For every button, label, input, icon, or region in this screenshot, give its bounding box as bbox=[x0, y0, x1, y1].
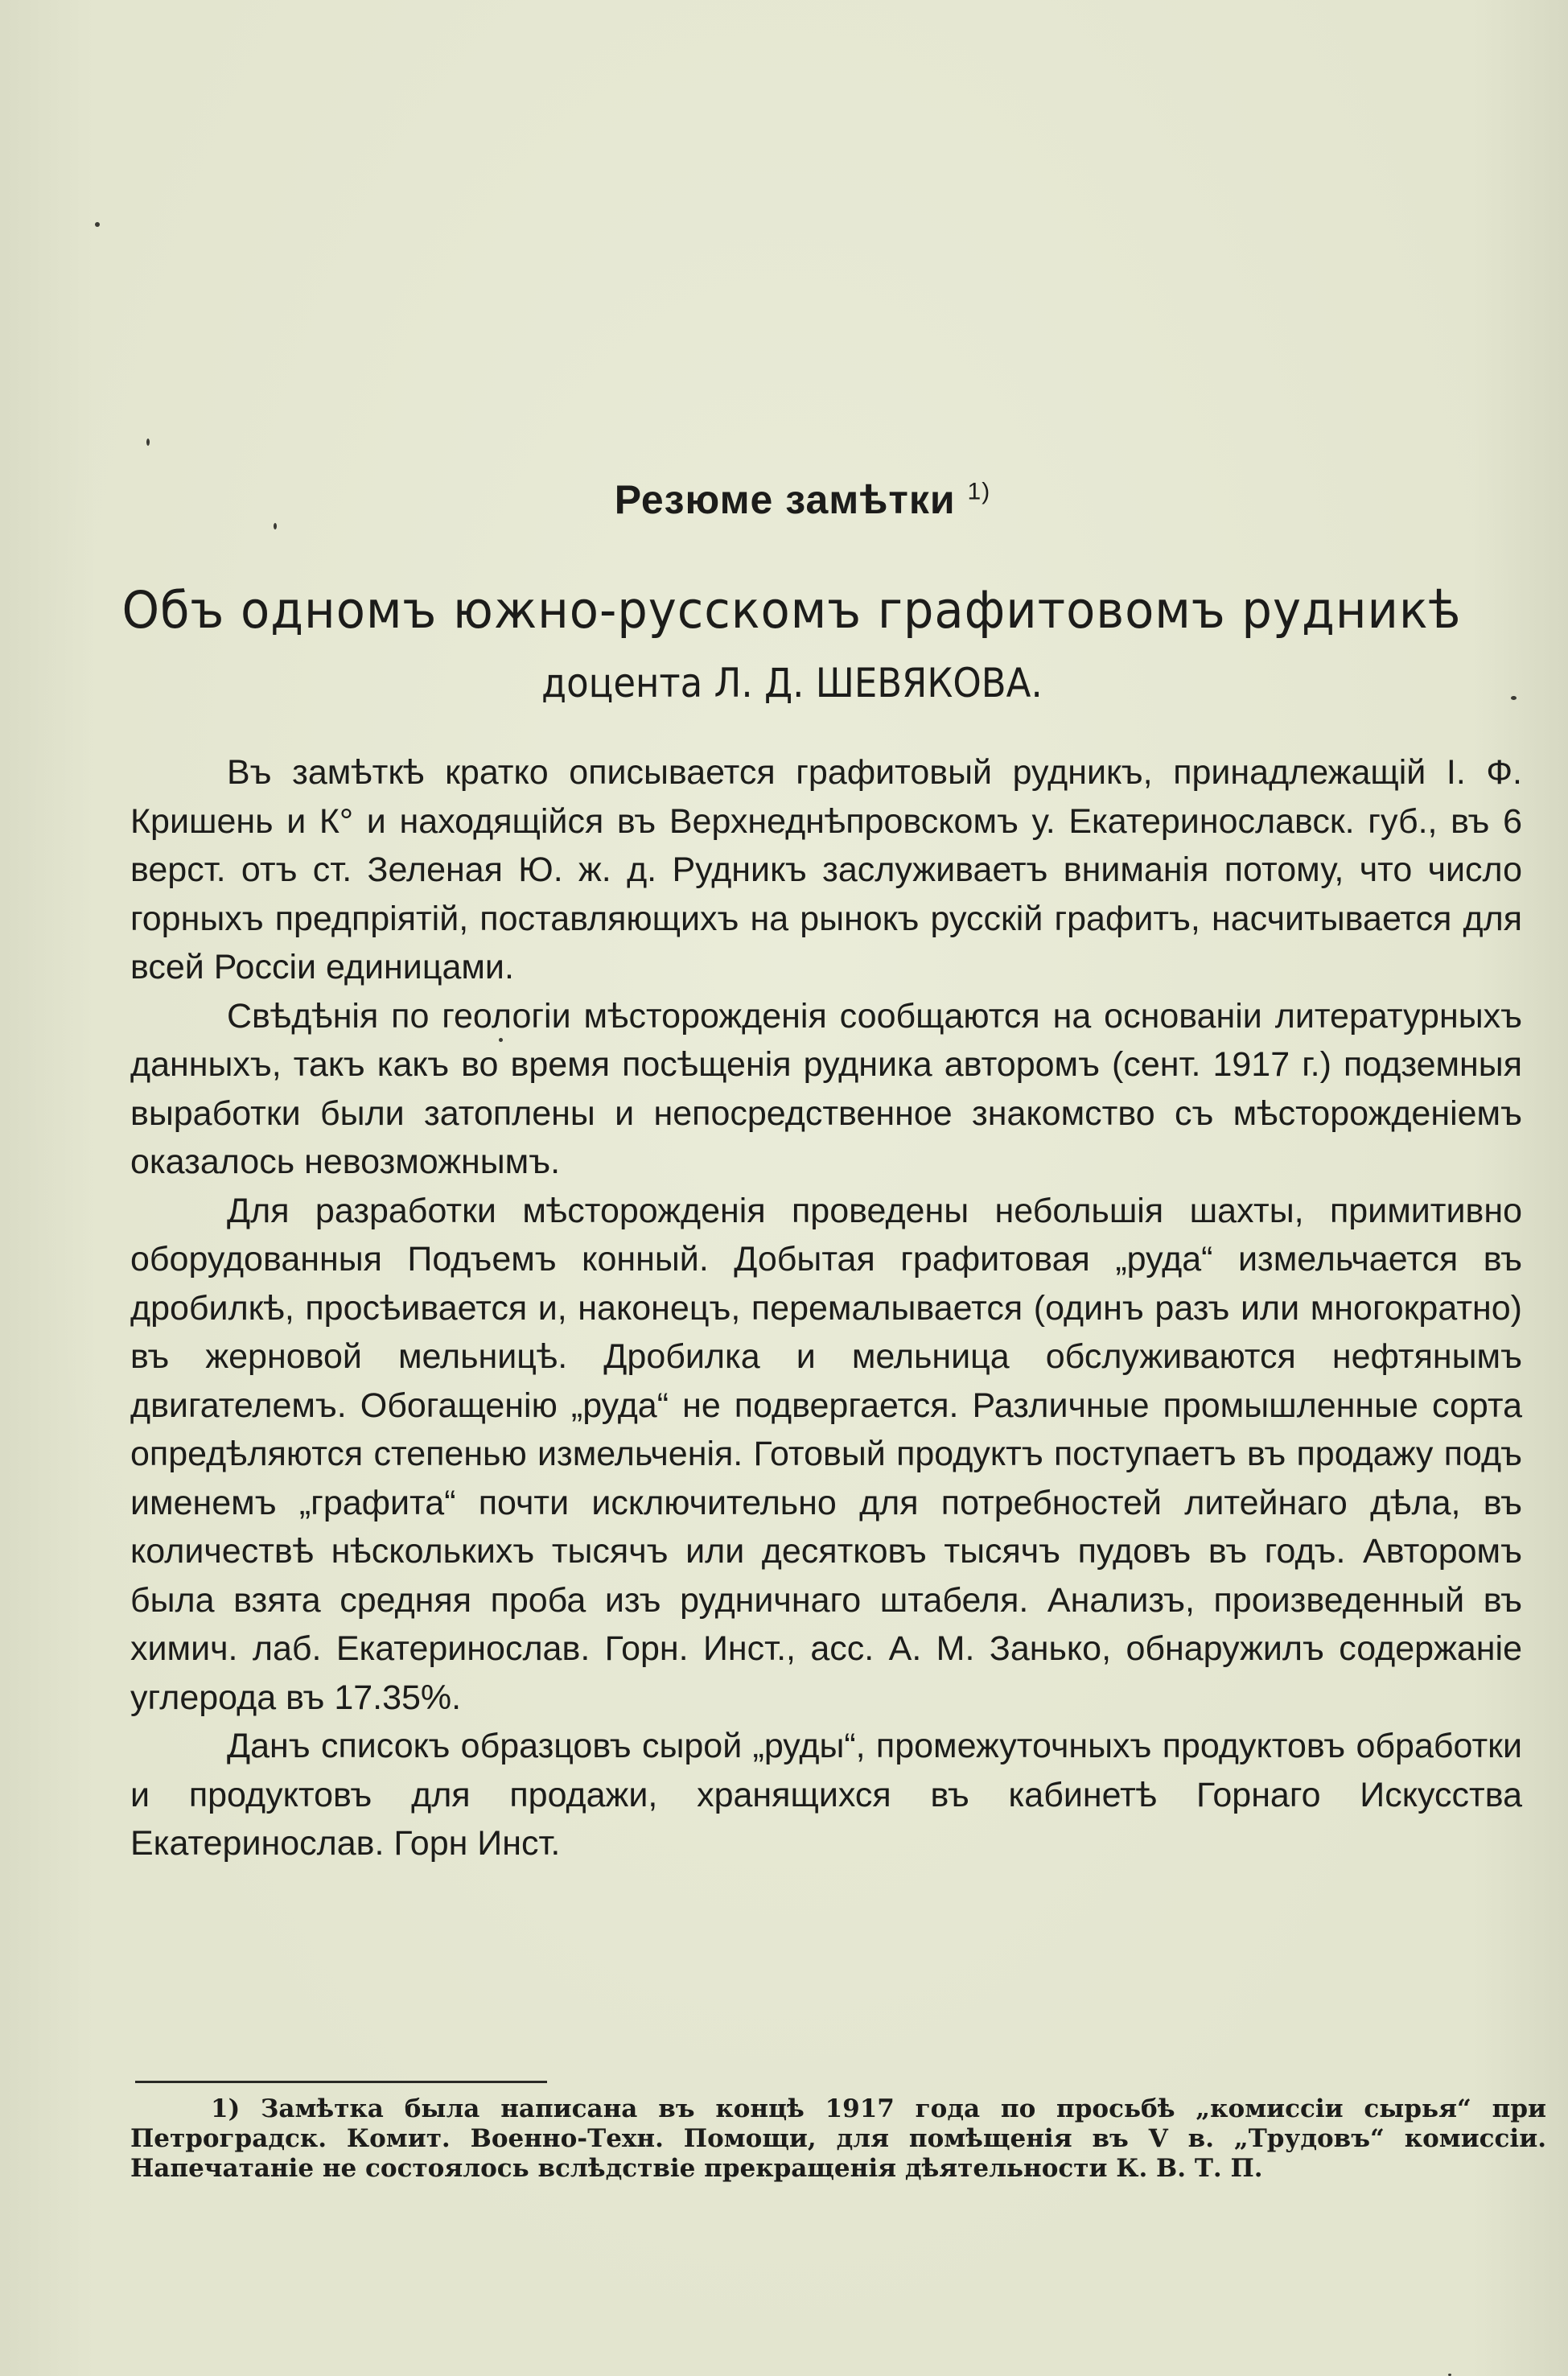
section-heading-text: Резюме замѣтки bbox=[614, 476, 956, 522]
body-paragraph: Свѣдѣнія по геологіи мѣсторожденія сообщаются на основаніи литературныхъ данныхъ, такъ какъ во время посѣщенія рудника авторомъ (сент. 1917 г.) подземныя выработки были затоплены и непосредственное знакомство съ мѣсторожденіемъ оказалось невозможнымъ. bbox=[130, 996, 1522, 1181]
body-paragraph: Въ замѣткѣ кратко описывается графитовый рудникъ, принадлежащій І. Ф. Кришень и К° и находящійся въ Верхнеднѣпровскомъ у. Екатеринославск. губ., въ 6 верст. отъ ст. Зеленая Ю. ж. д. Рудникъ заслуживаетъ вниманія потому, что число горныхъ предпріятій, поставляющихъ на рынокъ русскій графитъ, насчитывается для всей Россіи единицами. bbox=[130, 753, 1522, 986]
paper-speck bbox=[95, 222, 100, 227]
body-paragraph: Данъ списокъ образцовъ сырой „руды“, промежуточныхъ продуктовъ обработки и продуктовъ для продажи, хранящихся въ кабинетѣ Горнаго Искусства Екатеринослав. Горн Инст. bbox=[130, 1727, 1522, 1863]
heading-footnote-marker: 1) bbox=[967, 477, 991, 504]
article-title: Объ одномъ южно-русскомъ графитовомъ рудникѣ bbox=[121, 581, 1462, 640]
section-heading bbox=[0, 476, 1568, 523]
paper-speck bbox=[1511, 696, 1517, 700]
paper-speck bbox=[146, 439, 150, 446]
paper-speck bbox=[274, 523, 277, 529]
body-paragraph: Для разработки мѣсторожденія проведены небольшія шахты, примитивно оборудованныя Подъемъ конный. Добытая графитовая „руда“ измельчается въ дробилкѣ, просѣивается и, наконецъ, перемалывается (одинъ разъ или многократно) въ жерновой мельницѣ. Дробилка и мельница обслуживаются нефтянымъ двигателемъ. Обогащенію „руда“ не подвергается. Различные промышленные сорта опредѣляются степенью измельченія. Готовый продуктъ поступаетъ въ продажу подъ именемъ „графита“ почти исключительно для потребностей литейнаго дѣла, въ количествѣ нѣсколькихъ тысячъ или десятковъ тысячъ пудовъ въ годъ. Авторомъ была взята средняя проба изъ рудничнаго штабеля. Анализъ, произведенный въ химич. лаб. Екатеринослав. Горн. Инст., асс. А. М. Занько, обнаружилъ содержаніе углерода въ 17.35%. bbox=[130, 1191, 1522, 1717]
author-byline: доцента Л. Д. ШЕВЯКОВА. bbox=[541, 660, 1043, 706]
footnote-divider bbox=[135, 2081, 547, 2083]
article-body bbox=[130, 748, 1522, 1868]
footnote: 1) Замѣтка была написана въ концѣ 1917 года по просьбѣ „комиссіи сырья“ при Петроградск. Комит. Военно-Техн. Помощи, для помѣщенія въ V в. „Трудовъ“ комиссіи. Напечатаніе не состоялось вслѣдствіе прекращенія дѣятельности К. В. Т. П. bbox=[130, 2094, 1546, 2183]
